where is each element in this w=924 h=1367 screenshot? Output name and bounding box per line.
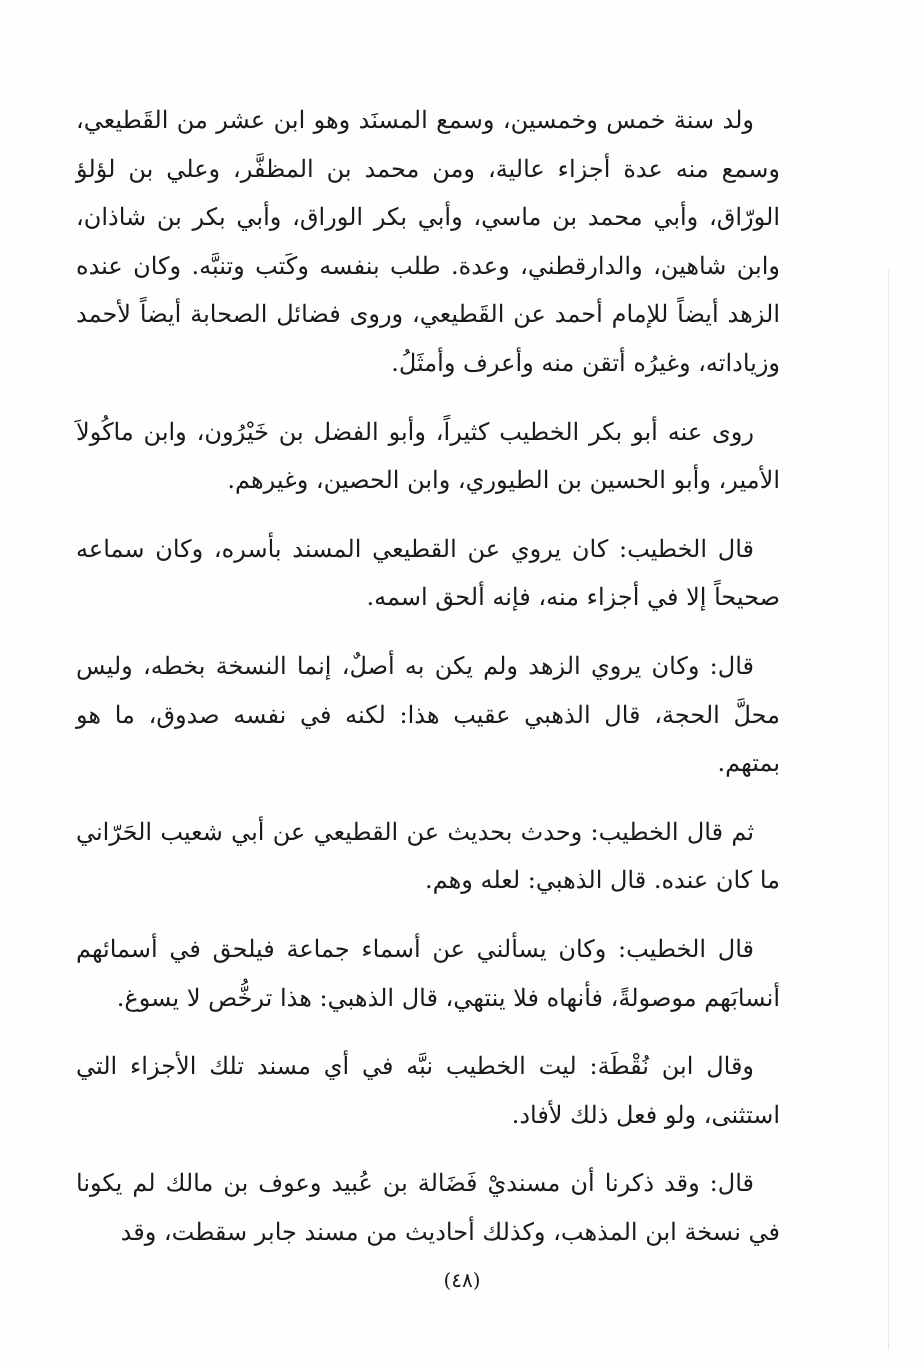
- paragraph-4: قال: وكان يروي الزهد ولم يكن به أصلٌ، إنما النسخة بخطه، وليس محلَّ الحجة، قال الذهبي عقيب هذا: لكنه في نفسه صدوق، ما هو بمتهم.: [76, 651, 780, 778]
- body-text: [76, 96, 780, 1276]
- paragraph-8: قال: وقد ذكرنا أن مسنديْ فَضَالة بن عُبيد وعوف بن مالك لم يكونا في نسخة ابن المذهب، وكذلك أحاديث من مسند جابر سقطت، وقد: [76, 1169, 780, 1246]
- scan-edge-line: [888, 270, 889, 1350]
- paragraph-5: ثم قال الخطيب: وحدث بحديث عن القطيعي عن أبي شعيب الحَرّاني ما كان عنده. قال الذهبي: لعله وهم.: [76, 817, 780, 895]
- paragraph-6: قال الخطيب: وكان يسألني عن أسماء جماعة فيلحق في أسمائهم أنسابَهم موصولةً، فأنهاه فلا ينتهي، قال الذهبي: هذا ترخُّص لا يسوغ.: [76, 934, 780, 1012]
- paragraph-3: قال الخطيب: كان يروي عن القطيعي المسند بأسره، وكان سماعه صحيحاً إلا في أجزاء منه، فإنه ألحق اسمه.: [76, 534, 780, 612]
- paragraph-2: روى عنه أبو بكر الخطيب كثيراً، وأبو الفضل بن خَيْرُون، وابن ماكُولاَ الأمير، وأبو الحسين بن الطيوري، وابن الحصين، وغيرهم.: [76, 417, 780, 495]
- page-number: (٤٨): [443, 1268, 481, 1292]
- paragraph-7: وقال ابن نُقْطَة: ليت الخطيب نبَّه في أي مسند تلك الأجزاء التي استثنى، ولو فعل ذلك لأفاد.: [76, 1052, 780, 1129]
- paragraph-1: ولد سنة خمس وخمسين، وسمع المسنَد وهو ابن عشر من القَطيعي، وسمع منه عدة أجزاء عالية، ومن محمد بن المظفَّر، وعلي بن لؤلؤ الورّاق، وأبي محمد بن ماسي، وأبي بكر الوراق، وأبي بكر بن شاذان، وابن شاهين، والدارقطني، وعدة. طلب بنفسه وكَتب وتنبَّه. وكان عنده الزهد أيضاً للإمام أحمد عن القَطيعي، وروى فضائل الصحابة أيضاً لأحمد وزياداته، وغيرُه أتقن منه وأعرف وأمثَلُ.: [76, 106, 780, 377]
